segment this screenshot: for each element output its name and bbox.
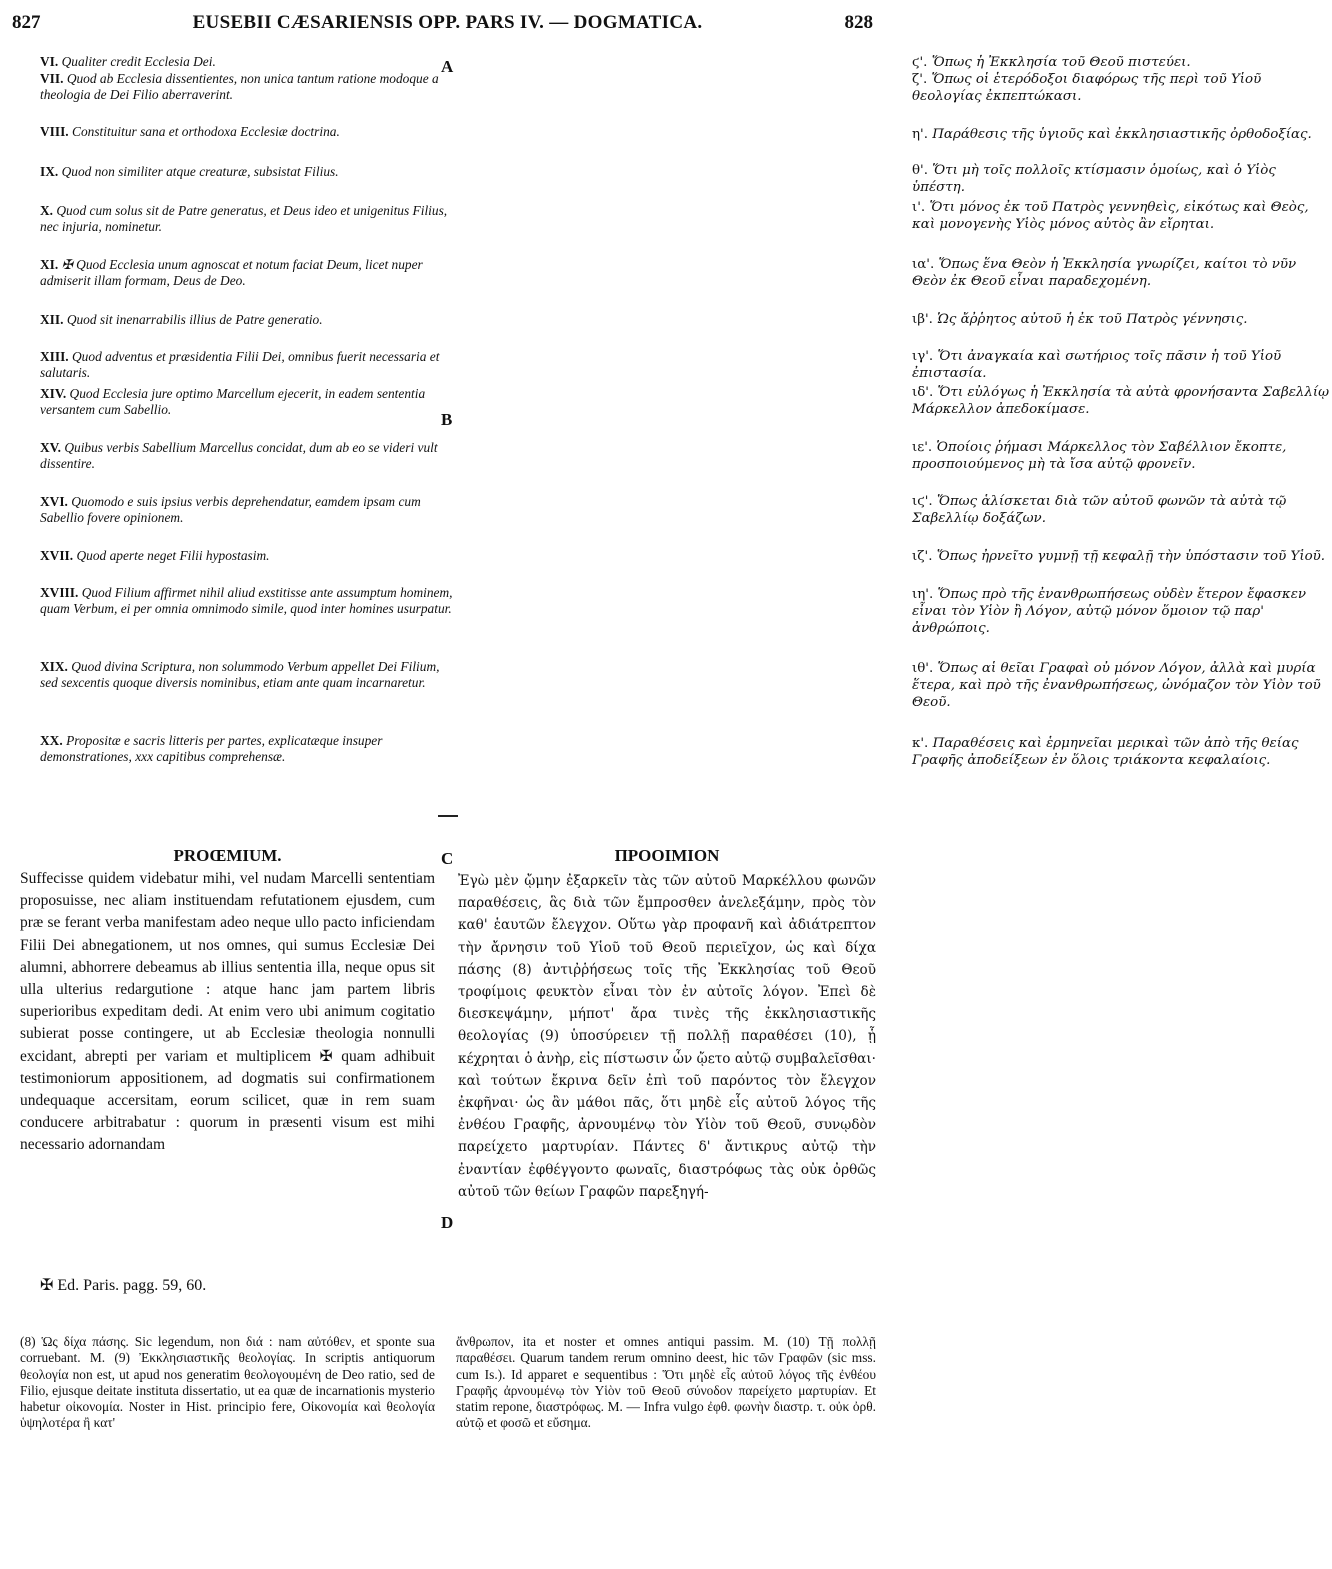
greek-item: η'. Παράθεσις τῆς ὑγιοῦς καὶ ἐκκλησιαστικῆς ὀρθοδοξίας. bbox=[912, 127, 1312, 142]
greek-item: ιθ'. Ὅπως αἱ θεῖαι Γραφαὶ οὐ μόνον Λόγον, ἀλλὰ καὶ μυρία ἕτερα, καὶ πρὸ τῆς ἐνανθρωπήσεως, ὠνόμαζον τὸν Υἱὸν τοῦ Θεοῦ. bbox=[912, 661, 1321, 710]
greek-item: ι'. Ὅτι μόνος ἐκ τοῦ Πατρὸς γεννηθεὶς, εἰκότως καὶ Θεὸς, καὶ μονογενὴς Υἱὸς μόνος αὐτὸς ἂν εἴρηται. bbox=[912, 200, 1309, 232]
greek-item: ιγ'. Ὅτι ἀναγκαία καὶ σωτήριος τοῖς πᾶσιν ἡ τοῦ Υἱοῦ ἐπιστασία. bbox=[912, 349, 1282, 381]
latin-item: XI. ✠ Quod Ecclesia unum agnoscat et notum faciat Deum, licet nuper admiserit illam formam, Deus de Deo. bbox=[40, 257, 423, 289]
latin-item: VIII. Constituitur sana et orthodoxa Ecclesiæ doctrina. bbox=[40, 124, 340, 139]
greek-item: κ'. Παραθέσεις καὶ ἑρμηνεῖαι μερικαὶ τῶν ἀπὸ τῆς θείας Γραφῆς ἀποδείξεων ἐν ὅλοις τριάκοντα κεφαλαίοις. bbox=[912, 736, 1299, 768]
greek-item: ιη'. Ὅπως πρὸ τῆς ἐνανθρωπήσεως οὐδὲν ἕτερον ἔφασκεν εἶναι τὸν Υἱὸν ἢ Λόγον, αὐτῷ μόνον ὅμοιον τῷ παρ' ἀνθρώποις. bbox=[912, 587, 1307, 636]
margin-marker-a: A bbox=[441, 57, 454, 76]
running-header bbox=[0, 6, 895, 38]
latin-item: XVI. Quomodo e suis ipsius verbis deprehendatur, eamdem ipsam cum Sabellio fovere opinionem. bbox=[40, 494, 421, 526]
greek-item: ιζ'. Ὅπως ἠρνεῖτο γυμνῇ τῇ κεφαλῇ τὴν ὑπόστασιν τοῦ Υἱοῦ. bbox=[912, 549, 1326, 564]
greek-item: ζ'. Ὅπως οἱ ἑτερόδοξοι διαφόρως τῆς περὶ τοῦ Υἱοῦ θεολογίας ἐκπεπτώκασι. bbox=[912, 72, 1262, 104]
running-title: EUSEBII CÆSARIENSIS OPP. PARS IV. — DOGMATICA. bbox=[192, 12, 703, 33]
greek-item: ια'. Ὅπως ἕνα Θεὸν ἡ Ἐκκλησία γνωρίζει, καίτοι τὸ νῦν Θεὸν ἐκ Θεοῦ εἶναι παραδεχομένη. bbox=[912, 257, 1297, 289]
section-rule bbox=[438, 815, 458, 817]
latin-item: XIX. Quod divina Scriptura, non solummodo Verbum appellet Dei Filium, sed sexcentis quoque diversis nominibus, etiam ante quam incarnaretur. bbox=[40, 659, 440, 691]
latin-item: IX. Quod non similiter atque creaturæ, subsistat Filius. bbox=[40, 164, 339, 179]
latin-item: XVII. Quod aperte neget Filii hypostasim. bbox=[40, 548, 270, 563]
footnotes-right: ἄνθρωπον, ita et noster et omnes antiqui passim. M. (10) Τῇ πολλῇ παραθέσει. Quarum tandem rerum omnino deest, hic τῶν Γραφῶν (sic mss. cum Is.). Id apparet e sequentibus : Ὅτι μηδὲ εἷς αὐτοῦ λόγος τῆς ἐνθέου Γραφῆς ἀρνουμένῳ τὸν Υἱὸν τοῦ Θεοῦ σύνοδον παρείχετο μαρτυρίαν. Et statim repone, διαστρόφως. M. — Infra vulgo ἐφθ. φωνὴν διαστρ. τ. οὐκ ὀρθ. αὐτῷ et φοσῶ et εὔσημα. bbox=[456, 1334, 876, 1431]
greek-item: ιε'. Ὁποίοις ῥήμασι Μάρκελλος τὸν Σαβέλλιον ἔκοπτε, προσποιούμενος μὴ τὰ ἴσα αὐτῷ φρονεῖν. bbox=[912, 440, 1287, 472]
greek-item: ιϛ'. Ὅπως ἁλίσκεται διὰ τῶν αὐτοῦ φωνῶν τὰ αὐτὰ τῷ Σαβελλίῳ δοξάζων. bbox=[912, 494, 1287, 526]
ed-paris-note: ✠ Ed. Paris. pagg. 59, 60. bbox=[40, 1277, 207, 1294]
margin-marker-b: B bbox=[441, 410, 453, 429]
margin-marker-d: D bbox=[441, 1213, 454, 1232]
greek-item: ιδ'. Ὅτι εὐλόγως ἡ Ἐκκλησία τὰ αὐτὰ φρονήσαντα Σαβελλίῳ Μάρκελλον ἀπεδοκίμασε. bbox=[912, 385, 1330, 417]
footnotes-left: (8) Ὡς δίχα πάσης. Sic legendum, non διά : nam αὐτόθεν, et sponte sua corruebant. M. (9) Ἐκκλησιαστικῆς θεολογίας. In scriptis antiquorum θεολογία non est, ut apud nos generatim θεολογουμένη de Deo ratio, sed de Filio, ejusque deitate instituta dissertatio, ut ea quæ de incarnationis mysterio habetur οἰκονομία. Noster in Hist. principio fere, Οἰκονομία καὶ θεολογία ὑψηλοτέρα ἢ κατ' bbox=[20, 1334, 435, 1431]
latin-item: XIII. Quod adventus et præsidentia Filii Dei, omnibus fuerit necessaria et salutaris. bbox=[40, 349, 440, 381]
latin-item: XVIII. Quod Filium affirmet nihil aliud exstitisse ante assumptum hominem, quam Verbum, ei per omnia omnimodo simile, quod inter homines usurpatur. bbox=[40, 585, 453, 617]
latin-section-title: PROŒMIUM. bbox=[173, 846, 282, 865]
latin-item: XV. Quibus verbis Sabellium Marcellus concidat, dum ab eo se videri vult dissentire. bbox=[40, 440, 438, 472]
greek-item: ιβ'. Ὡς ἄῤῥητος αὐτοῦ ἡ ἐκ τοῦ Πατρὸς γέννησις. bbox=[912, 312, 1248, 327]
page-number-left: 827 bbox=[12, 12, 41, 33]
greek-section-title: ΠΡΟΟΙΜΙΟΝ bbox=[614, 846, 720, 865]
greek-item: θ'. Ὅτι μὴ τοῖς πολλοῖς κτίσμασιν ὁμοίως, καὶ ὁ Υἱὸς ὑπέστη. bbox=[912, 163, 1276, 195]
latin-item: VI. Qualiter credit Ecclesia Dei. bbox=[40, 54, 216, 69]
latin-prooemium-text: Suffecisse quidem videbatur mihi, vel nudam Marcelli sententiam proposuisse, nec aliam instituendam refutationem ejusdem, cum præ se ferant verba manifestam adeo neque ullo pacto inficiendam Filii Dei abnegationem, ut nos omnes, qui sumus Ecclesiæ Dei alumni, abhorrere debeamus ab illius sententia illa, neque opus sit ulla ulterius redargutione : atque hanc jam partem libris superioribus expeditam dedi. At enim vero ubi animum cogitatio subierat posse contingere, ut ab Ecclesiæ theologia nonnulli excidant, abrepti per variam et multiplicem ✠ quam adhibuit testimoniorum appositionem, ad dogmatis sui confirmationem undequaque accersitam, eorum scilicet, quæ in rem suam conducere arbitrabatur : quorum in præsenti visum est mihi necessario adornandam bbox=[20, 870, 435, 1154]
latin-item: XII. Quod sit inenarrabilis illius de Patre generatio. bbox=[40, 312, 323, 327]
margin-marker-c: C bbox=[441, 849, 454, 868]
greek-prooemium-text: Ἐγὼ μὲν ᾤμην ἐξαρκεῖν τὰς τῶν αὐτοῦ Μαρκέλλου φωνῶν παραθέσεις, ἃς διὰ τῶν ἔμπροσθεν ἀνελεξάμην, πρὸς τὸν καθ' ἑαυτῶν ἔλεγχον. Οὕτω γὰρ προφανῆ καὶ ἀδιάτρεπτον τὴν ἄρνησιν τοῦ Υἱοῦ τοῦ Θεοῦ περιεῖχον, ὡς καὶ δίχα πάσης (8) ἀντιῤῥήσεως τοῖς τῆς Ἐκκλησίας τοῦ Θεοῦ τροφίμοις φευκτὸν εἶναι τὸν ἐν αὐτοῖς λόγον. Ἐπεὶ δὲ διεσκεψάμην, μήποτ' ἄρα τινὲς τῆς ἐκκλησιαστικῆς θεολογίας (9) ὑποσύρειεν τῇ πολλῇ παραθέσει (10), ᾗ κέχρηται ὁ ἀνὴρ, εἰς πίστωσιν ὧν ᾤετο αὐτῷ συμβαλεῖσθαι· καὶ τούτων ἔκρινα δεῖν ἐπὶ τοῦ παρόντος τὸν ἔλεγχον ἐκφῆναι· ὡς ἂν μάθοι πᾶς, ὅτι μηδὲ εἷς αὐτοῦ λόγος τῆς ἐνθέου Γραφῆς, ἀρνουμένῳ τὸν Υἱὸν τοῦ Θεοῦ, συνῳδὸν παρείχετο μαρτυρίαν. Πάντες δ' ἄντικρυς αὐτῷ τὴν ἐναντίαν ἐφθέγγοντο φωναῖς, διαστρόφως τὰς οὐκ ὀρθῶς αὐτοῦ τῶν θείων Γραφῶν παρεξηγή- bbox=[458, 873, 876, 1200]
latin-item: XIV. Quod Ecclesia jure optimo Marcellum ejecerit, in eadem sententia versantem cum Sabellio. bbox=[40, 386, 426, 418]
latin-item: X. Quod cum solus sit de Patre generatus, et Deus ideo et unigenitus Filius, nec injuria, nominetur. bbox=[40, 203, 448, 235]
page-number-right: 828 bbox=[844, 12, 873, 33]
latin-item: VII. Quod ab Ecclesia dissentientes, non unica tantum ratione modoque a theologia de Dei Filio aberraverint. bbox=[40, 71, 439, 103]
latin-item: XX. Propositæ e sacris litteris per partes, explicatæque insuper demonstrationes, xxx capitibus comprehensæ. bbox=[40, 733, 383, 765]
greek-item: ϛ'. Ὅπως ἡ Ἐκκλησία τοῦ Θεοῦ πιστεύει. bbox=[912, 55, 1191, 70]
